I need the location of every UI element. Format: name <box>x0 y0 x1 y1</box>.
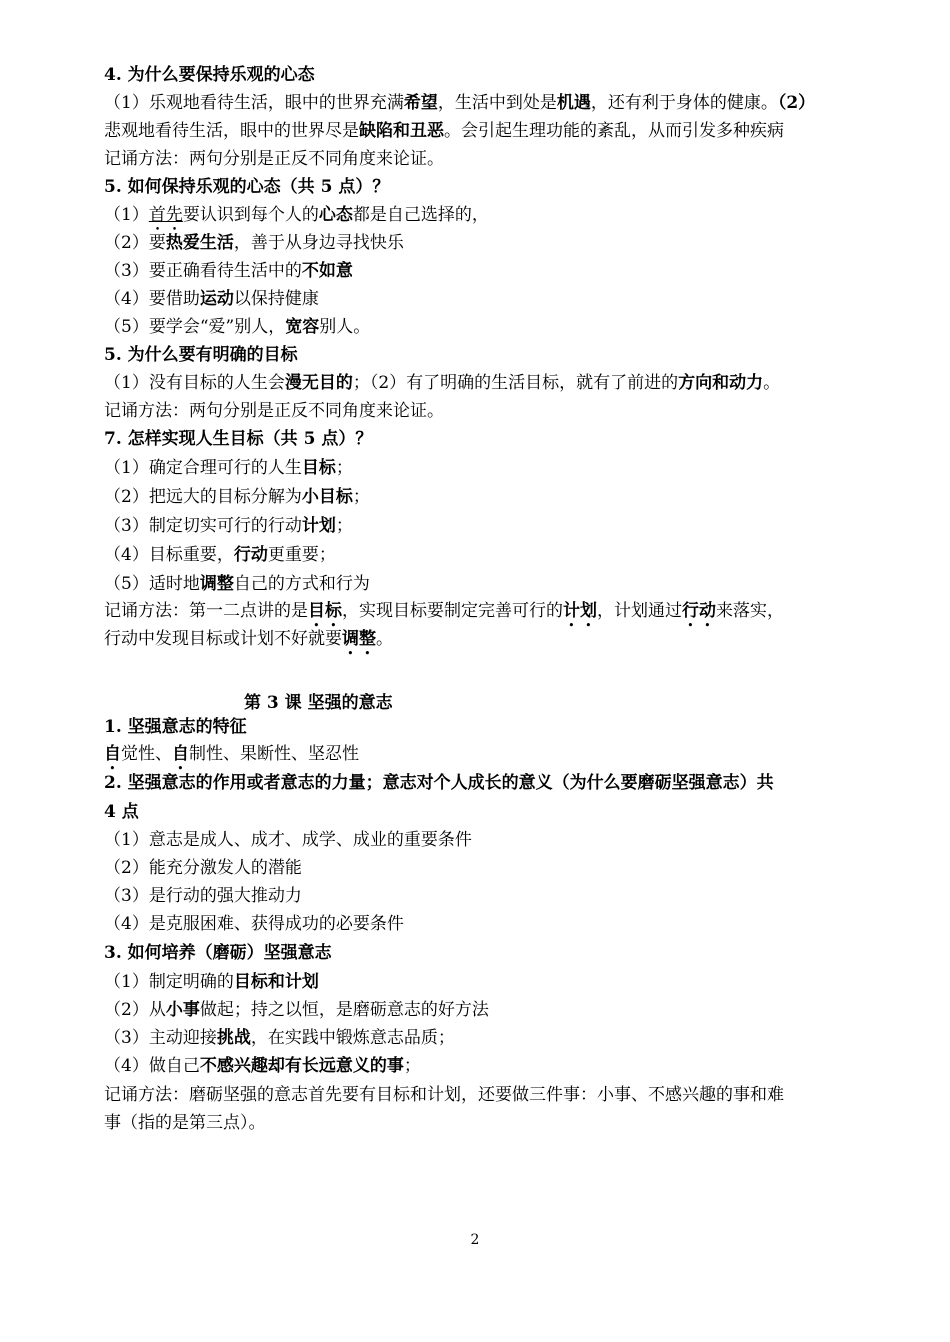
list-item: （5）要学会“爱”别人，宽容别人。 <box>104 317 371 337</box>
list-item: （1）制定明确的目标和计划 <box>104 972 319 992</box>
list-item: （3）要正确看待生活中的不如意 <box>104 261 353 281</box>
list-item: （3）制定切实可行的行动计划； <box>104 516 353 536</box>
memo-line: 记诵方法：两句分别是正反不同角度来论证。 <box>104 401 444 421</box>
list-item: （4）做自己不感兴趣却有长远意义的事； <box>104 1056 421 1076</box>
list-item: （1）意志是成人、成才、成学、成业的重要条件 <box>104 830 472 850</box>
section-heading-q7: 7. 怎样实现人生目标（共 5 点）？ <box>104 429 373 449</box>
list-item: （2）要热爱生活，善于从身边寻找快乐 <box>104 233 404 253</box>
section-heading-l3q1: 1. 坚强意志的特征 <box>104 717 247 737</box>
list-item: （3）主动迎接挑战，在实践中锻炼意志品质； <box>104 1028 455 1048</box>
section-heading-q6: 5. 为什么要有明确的目标 <box>104 345 298 365</box>
memo-line: 记诵方法：两句分别是正反不同角度来论证。 <box>104 149 444 169</box>
list-item: （2）从小事做起；持之以恒，是磨砺意志的好方法 <box>104 1000 489 1020</box>
paragraph-line: 悲观地看待生活，眼中的世界尽是缺陷和丑恶。会引起生理功能的紊乱，从而引发多种疾病 <box>104 121 784 141</box>
list-item: （4）要借助运动以保持健康 <box>104 289 319 309</box>
list-item: （2）把远大的目标分解为小目标； <box>104 487 370 507</box>
section-heading-q4: 4. 为什么要保持乐观的心态 <box>104 65 315 85</box>
page-number: 2 <box>470 1232 480 1248</box>
section-heading-l3q2: 2. 坚强意志的作用或者意志的力量；意志对个人成长的意义（为什么要磨砺坚强意志）共 <box>104 773 774 793</box>
paragraph-line: （1）乐观地看待生活，眼中的世界充满希望，生活中到处是机遇，还有利于身体的健康。（2） <box>104 93 816 113</box>
memo-line: 行动中发现目标或计划不好就要调整。 <box>104 629 393 649</box>
section-heading-l3q3: 3. 如何培养（磨砺）坚强意志 <box>104 943 332 963</box>
list-item: （3）是行动的强大推动力 <box>104 886 302 906</box>
lesson-title: 第 3 课 坚强的意志 <box>244 693 393 713</box>
list-item: （5）适时地调整自己的方式和行为 <box>104 574 370 594</box>
memo-line: 记诵方法：第一二点讲的是目标，实现目标要制定完善可行的计划，计划通过行动来落实， <box>104 601 784 621</box>
list-item: （4）目标重要，行动更重要； <box>104 545 336 565</box>
section-heading-q5: 5. 如何保持乐观的心态（共 5 点）？ <box>104 177 390 197</box>
list-item: （1）首先要认识到每个人的心态都是自己选择的， <box>104 205 489 225</box>
list-item: （2）能充分激发人的潜能 <box>104 858 302 878</box>
memo-line: 记诵方法：磨砺坚强的意志首先要有目标和计划，还要做三件事：小事、不感兴趣的事和难 <box>104 1085 784 1105</box>
list-item: （1）确定合理可行的人生目标； <box>104 458 353 478</box>
paragraph-line: 自觉性、自制性、果断性、坚忍性 <box>104 744 359 764</box>
paragraph-line: （1）没有目标的人生会漫无目的；（2）有了明确的生活目标，就有了前进的方向和动力。 <box>104 373 781 393</box>
list-item: （4）是克服困难、获得成功的必要条件 <box>104 914 404 934</box>
memo-line: 事（指的是第三点）。 <box>104 1113 266 1133</box>
section-heading-l3q2-cont: 4 点 <box>104 802 139 822</box>
